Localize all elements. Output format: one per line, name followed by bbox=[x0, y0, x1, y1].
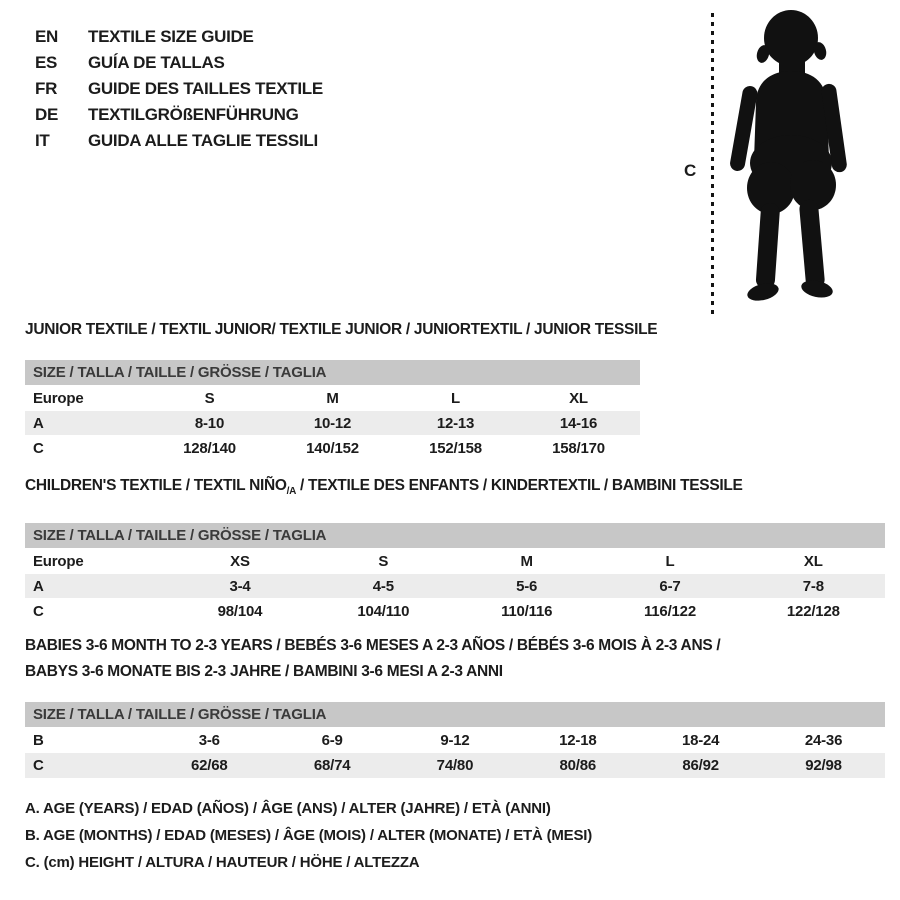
cell: 12-18 bbox=[516, 728, 639, 753]
cell: M bbox=[455, 549, 598, 574]
table-row bbox=[25, 386, 640, 411]
height-measure-dotted-line bbox=[711, 13, 714, 319]
language-list bbox=[35, 24, 323, 154]
language-label: GUÍA DE TALLAS bbox=[88, 53, 225, 72]
children-title-pre: CHILDREN'S TEXTILE / TEXTIL NIÑO bbox=[25, 477, 287, 494]
language-label: TEXTILGRÖßENFÜHRUNG bbox=[88, 105, 299, 124]
legend-line-c: C. (cm) HEIGHT / ALTURA / HAUTEUR / HÖHE / ALTEZZA bbox=[25, 854, 420, 871]
language-row-de bbox=[35, 102, 323, 128]
language-code: EN bbox=[35, 27, 59, 46]
table-row bbox=[25, 753, 885, 778]
table-row bbox=[25, 411, 640, 436]
cell: 8-10 bbox=[148, 411, 271, 436]
cell: 14-16 bbox=[517, 411, 640, 436]
junior-size-header-bar: SIZE / TALLA / TAILLE / GRÖSSE / TAGLIA bbox=[25, 360, 640, 385]
children-table-section bbox=[25, 477, 885, 624]
cell: S bbox=[148, 386, 271, 411]
language-row-es bbox=[35, 50, 323, 76]
table-row bbox=[25, 436, 640, 461]
cell: 62/68 bbox=[148, 753, 271, 778]
cell: 116/122 bbox=[598, 599, 741, 624]
junior-table-title: JUNIOR TEXTILE / TEXTIL JUNIOR/ TEXTILE JUNIOR / JUNIORTEXTIL / JUNIOR TESSILE bbox=[25, 321, 658, 338]
children-title-sub: /A bbox=[286, 486, 297, 498]
babies-table-title-line1: BABIES 3-6 MONTH TO 2-3 YEARS / BEBÉS 3-6 MESES A 2-3 AÑOS / BÉBÉS 3-6 MOIS À 2-3 ANS / bbox=[25, 637, 721, 654]
cell: 68/74 bbox=[271, 753, 394, 778]
row-label: Europe bbox=[25, 549, 168, 574]
cell: 7-8 bbox=[742, 574, 885, 599]
language-label: GUIDE DES TAILLES TEXTILE bbox=[88, 79, 323, 98]
children-size-header-bar: SIZE / TALLA / TAILLE / GRÖSSE / TAGLIA bbox=[25, 523, 885, 548]
cell: 128/140 bbox=[148, 436, 271, 461]
row-label: A bbox=[25, 574, 168, 599]
row-label: Europe bbox=[25, 386, 148, 411]
cell: M bbox=[271, 386, 394, 411]
babies-size-table bbox=[25, 727, 885, 778]
cell: 10-12 bbox=[271, 411, 394, 436]
row-label: C bbox=[25, 436, 148, 461]
language-label: TEXTILE SIZE GUIDE bbox=[88, 27, 254, 46]
cell: 6-7 bbox=[598, 574, 741, 599]
children-size-table bbox=[25, 548, 885, 624]
row-label: C bbox=[25, 753, 148, 778]
legend-line-a: A. AGE (YEARS) / EDAD (AÑOS) / ÂGE (ANS) / ALTER (JAHRE) / ETÀ (ANNI) bbox=[25, 800, 551, 817]
cell: L bbox=[394, 386, 517, 411]
cell: 122/128 bbox=[742, 599, 885, 624]
cell: 3-6 bbox=[148, 728, 271, 753]
cell: L bbox=[598, 549, 741, 574]
cell: 5-6 bbox=[455, 574, 598, 599]
cell: 140/152 bbox=[271, 436, 394, 461]
cell: 80/86 bbox=[516, 753, 639, 778]
cell: XL bbox=[742, 549, 885, 574]
toddler-silhouette bbox=[722, 8, 854, 308]
cell: S bbox=[312, 549, 455, 574]
table-row bbox=[25, 599, 885, 624]
cell: 104/110 bbox=[312, 599, 455, 624]
cell: 86/92 bbox=[639, 753, 762, 778]
row-label: C bbox=[25, 599, 168, 624]
babies-table-section bbox=[25, 633, 885, 778]
cell: 74/80 bbox=[394, 753, 517, 778]
table-row bbox=[25, 574, 885, 599]
children-title-post: / TEXTILE DES ENFANTS / KINDERTEXTIL / BAMBINI TESSILE bbox=[296, 477, 743, 494]
cell: 158/170 bbox=[517, 436, 640, 461]
cell: 9-12 bbox=[394, 728, 517, 753]
language-row-fr bbox=[35, 76, 323, 102]
cell: 152/158 bbox=[394, 436, 517, 461]
legend-line-b: B. AGE (MONTHS) / EDAD (MESES) / ÂGE (MOIS) / ALTER (MONATE) / ETÀ (MESI) bbox=[25, 827, 593, 844]
cell: 18-24 bbox=[639, 728, 762, 753]
cell: 92/98 bbox=[762, 753, 885, 778]
cell: 6-9 bbox=[271, 728, 394, 753]
language-code: DE bbox=[35, 105, 59, 124]
babies-size-header-bar: SIZE / TALLA / TAILLE / GRÖSSE / TAGLIA bbox=[25, 702, 885, 727]
table-row bbox=[25, 728, 885, 753]
language-code: ES bbox=[35, 53, 58, 72]
cell: XS bbox=[168, 549, 311, 574]
babies-table-title-line2: BABYS 3-6 MONATE BIS 2-3 JAHRE / BAMBINI 3-6 MESI A 2-3 ANNI bbox=[25, 663, 503, 680]
language-label: GUIDA ALLE TAGLIE TESSILI bbox=[88, 131, 318, 150]
cell: 3-4 bbox=[168, 574, 311, 599]
cell: 98/104 bbox=[168, 599, 311, 624]
junior-table-section bbox=[25, 321, 658, 461]
children-table-title bbox=[25, 477, 885, 501]
cell: 24-36 bbox=[762, 728, 885, 753]
row-label: A bbox=[25, 411, 148, 436]
row-label: B bbox=[25, 728, 148, 753]
junior-size-table bbox=[25, 385, 640, 461]
height-measure-label: C bbox=[684, 161, 697, 180]
cell: 110/116 bbox=[455, 599, 598, 624]
table-row bbox=[25, 549, 885, 574]
language-row-en bbox=[35, 24, 323, 50]
language-code: FR bbox=[35, 79, 58, 98]
language-code: IT bbox=[35, 131, 50, 150]
cell: 12-13 bbox=[394, 411, 517, 436]
measurement-legend bbox=[25, 795, 592, 876]
cell: 4-5 bbox=[312, 574, 455, 599]
language-row-it bbox=[35, 128, 323, 154]
cell: XL bbox=[517, 386, 640, 411]
